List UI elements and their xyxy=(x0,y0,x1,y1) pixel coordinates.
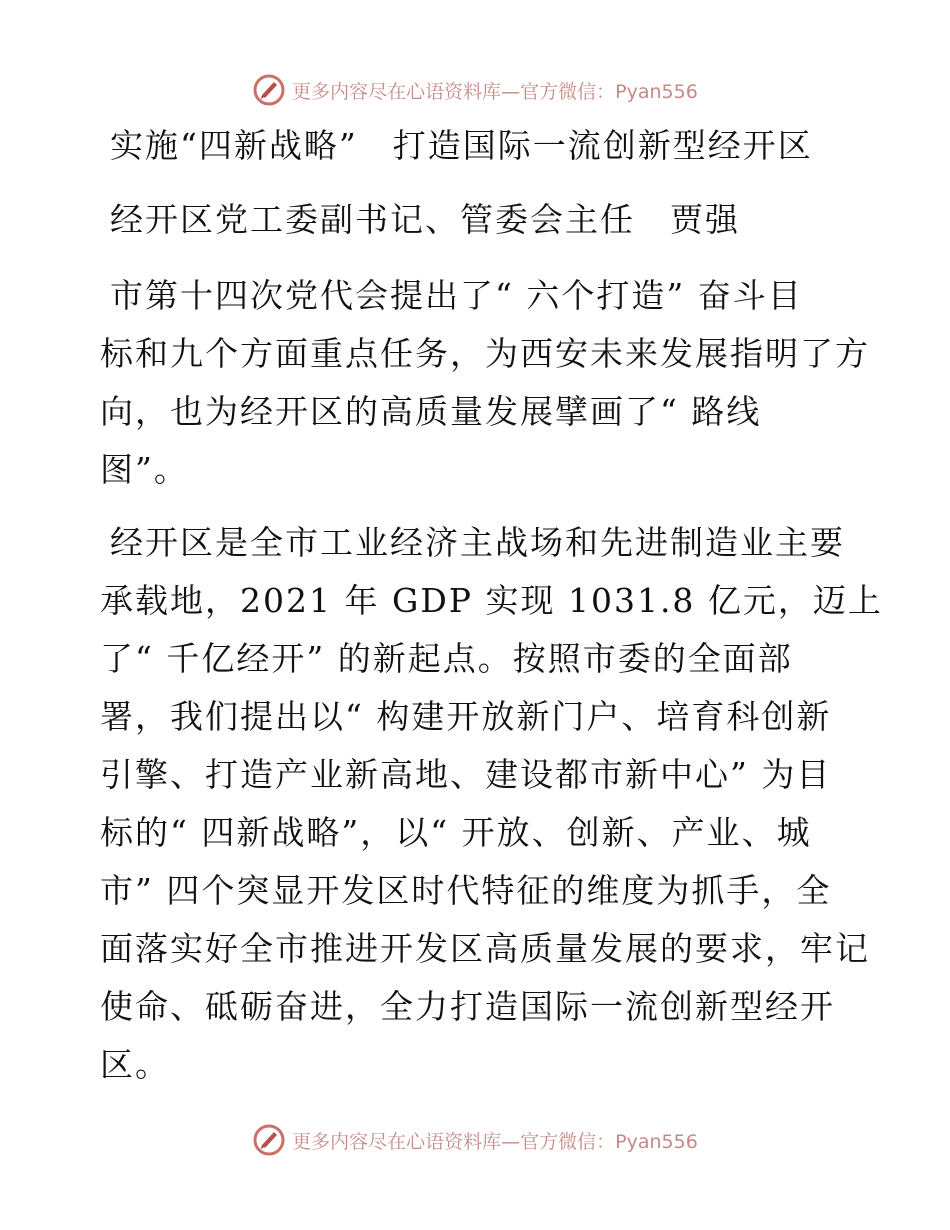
article-title: 实施“四新战略” 打造国际一流创新型经开区 xyxy=(110,126,813,165)
paragraph-line: 经开区是全市工业经济主战场和先进制造业主要 xyxy=(110,523,845,562)
footer-watermark xyxy=(0,1120,950,1160)
watermark-text: 更多内容尽在心语资料库—官方微信：Pyan556 xyxy=(292,80,698,103)
article-byline: 经开区党工委副书记、管委会主任 贾强 xyxy=(110,200,740,239)
watermark-text: 更多内容尽在心语资料库—官方微信：Pyan556 xyxy=(292,1130,698,1153)
watermark-logo-icon xyxy=(252,1123,286,1157)
header-watermark xyxy=(0,70,950,110)
paragraph-line: 图”。 xyxy=(100,450,189,489)
paragraph-line: 署，我们提出以“ 构建开放新门户、培育科创新 xyxy=(100,697,832,736)
paragraph-line: 了“ 千亿经开” 的新起点。按照市委的全面部 xyxy=(100,639,793,678)
paragraph-line: 向，也为经开区的高质量发展擘画了“ 路线 xyxy=(100,392,762,431)
paragraph-line: 市” 四个突显开发区时代特征的维度为抓手，全 xyxy=(100,871,832,910)
paragraph-line: 承载地，2021 年 GDP 实现 1031.8 亿元，迈上 xyxy=(100,581,883,620)
paragraph-line: 面落实好全市推进开发区高质量发展的要求，牢记 xyxy=(100,929,870,968)
paragraph-line: 标和九个方面重点任务，为西安未来发展指明了方 xyxy=(100,334,870,373)
watermark-logo-icon xyxy=(252,73,286,107)
paragraph-line: 标的“ 四新战略”，以“ 开放、创新、产业、城 xyxy=(100,813,812,852)
paragraph-line: 市第十四次党代会提出了“ 六个打造” 奋斗目 xyxy=(110,276,803,315)
paragraph-line: 使命、砥砺奋进，全力打造国际一流创新型经开 xyxy=(100,987,835,1026)
paragraph-line: 引擎、打造产业新高地、建设都市新中心” 为目 xyxy=(100,755,832,794)
paragraph-line: 区。 xyxy=(100,1045,170,1084)
